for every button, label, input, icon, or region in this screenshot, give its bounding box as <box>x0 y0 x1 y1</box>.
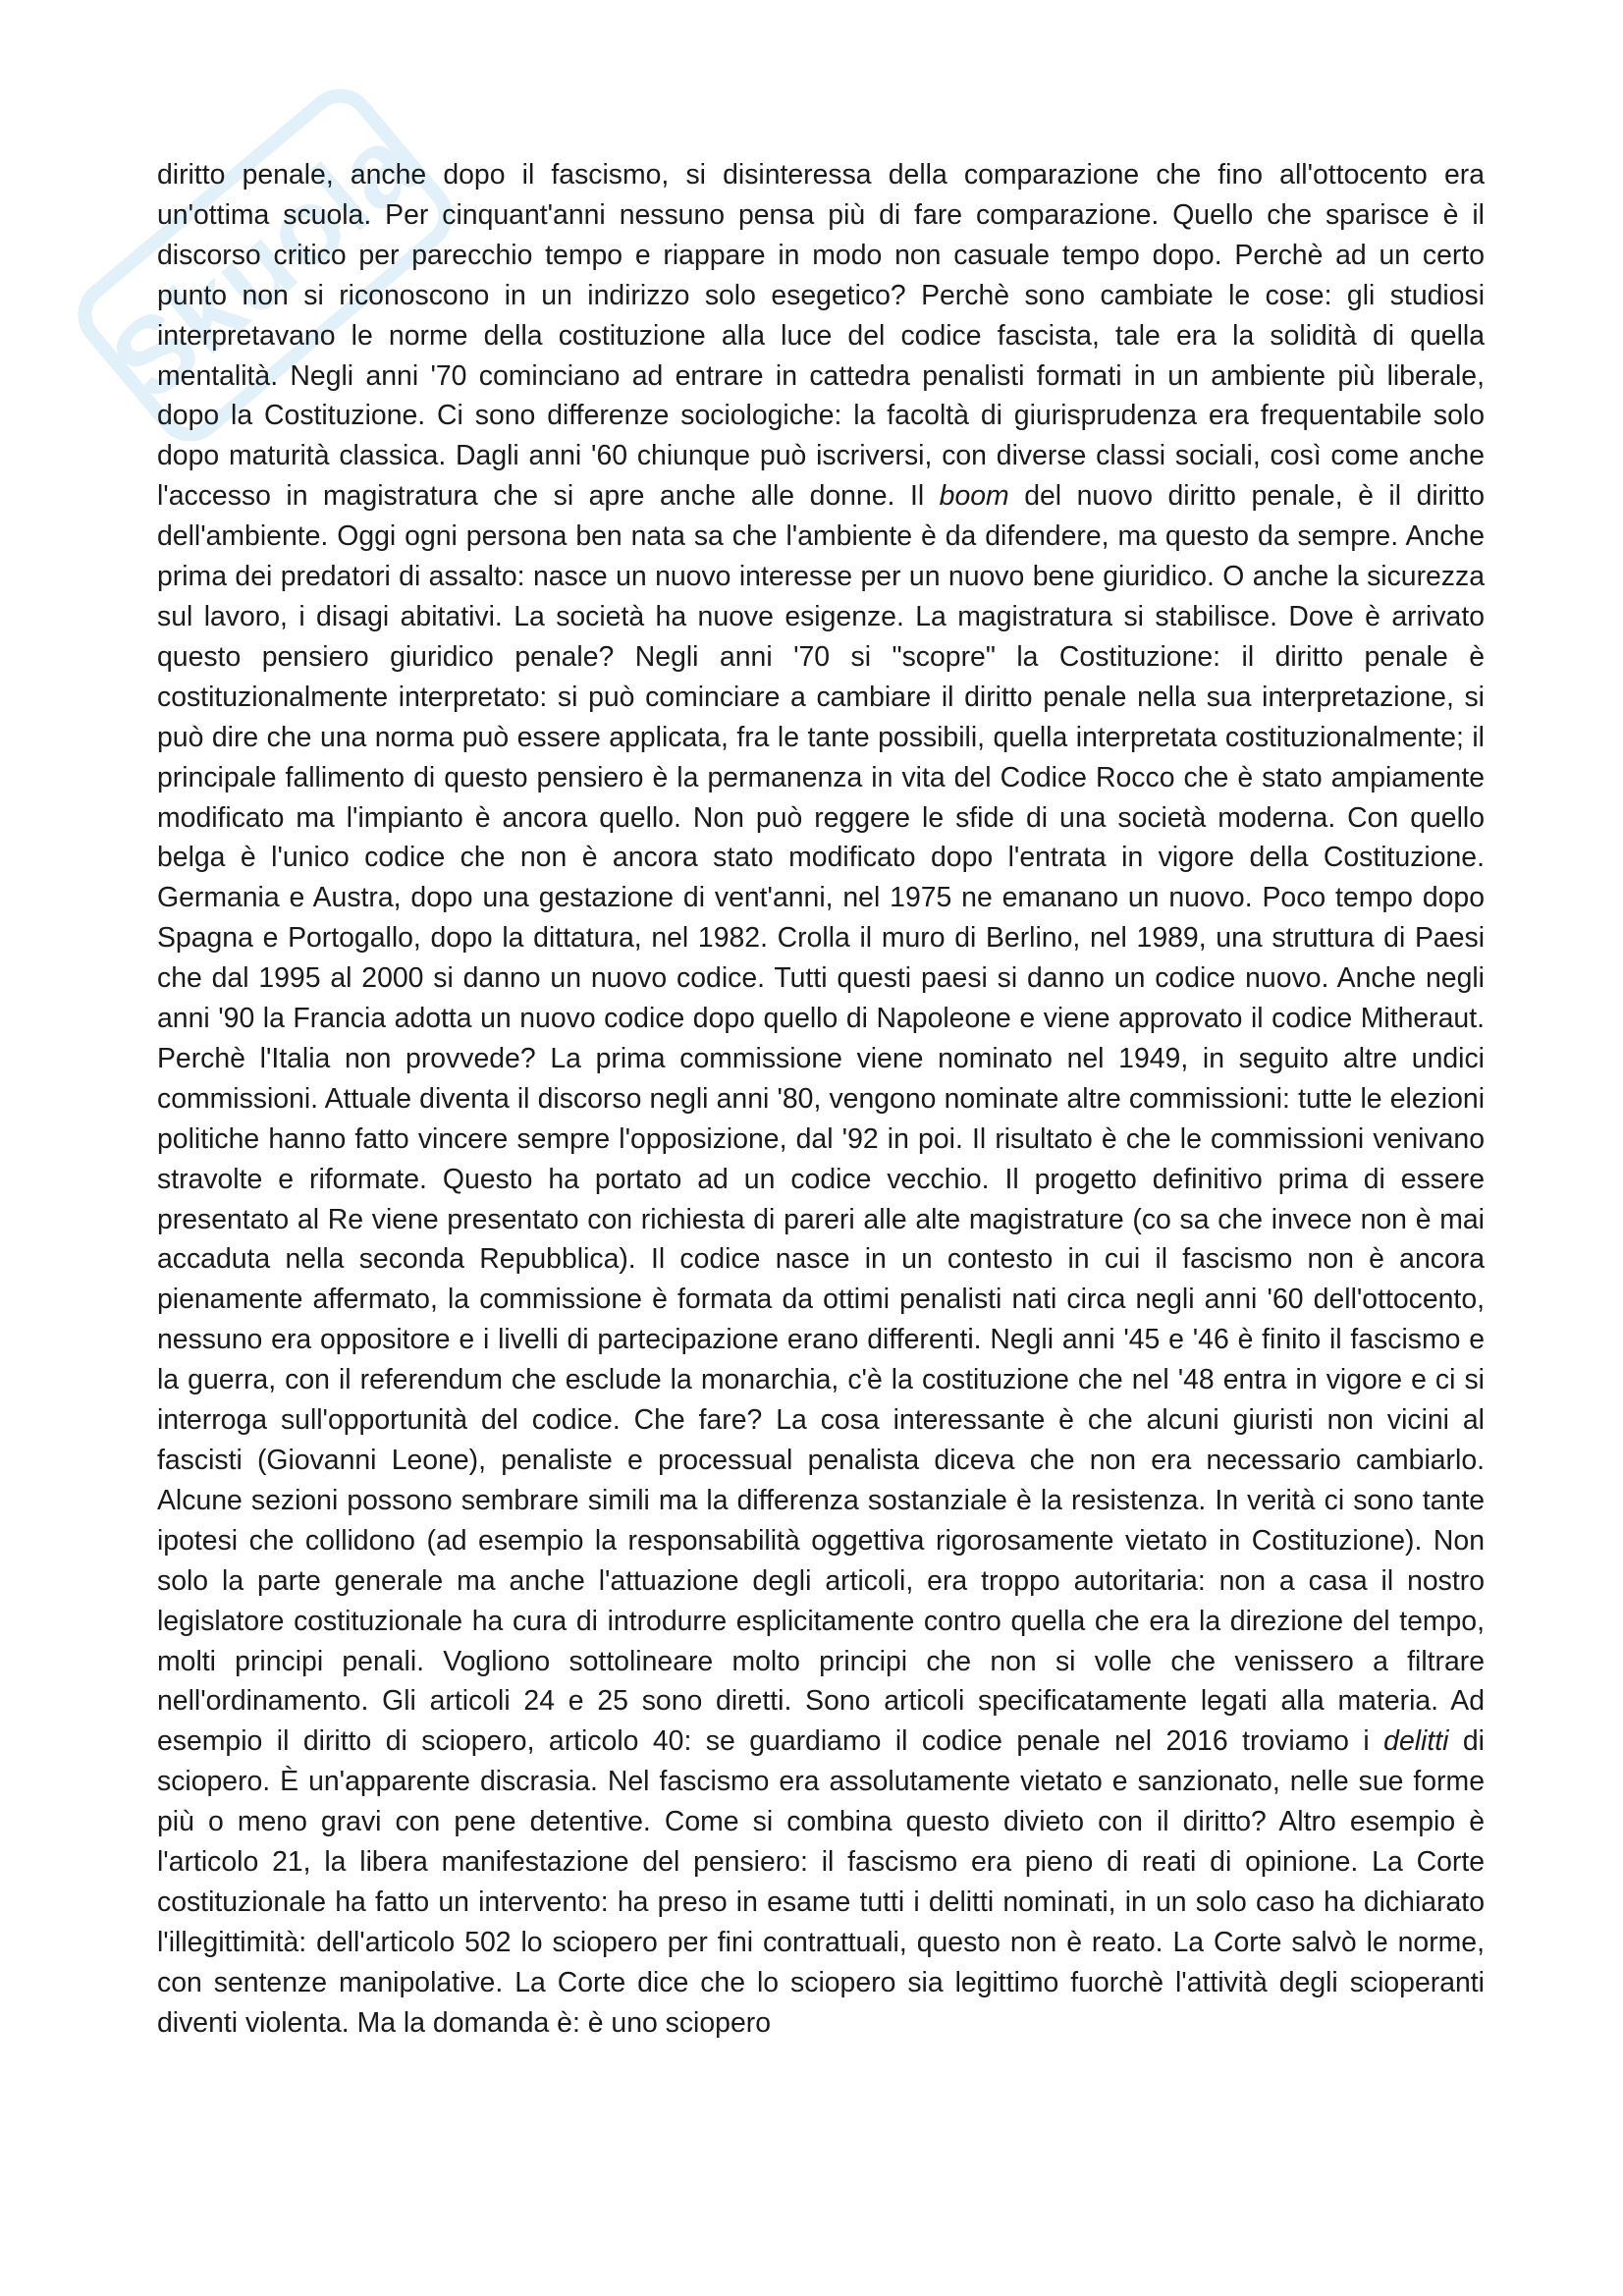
body-text-part-3: di sciopero. È un'apparente discrasia. Nel fascismo era assolutamente vietato e sanzionato, nelle sue forme più o meno gravi con pene detentive. Come si combina questo divieto con il diritto? Altro esempio è l'articolo 21, la libera manifestazione del pensiero: il fascismo era pieno di reati di opinione. La Corte costituzionale ha fatto un intervento: ha preso in esame tutti i delitti nominati, in un solo caso ha dichiarato l'illegittimità: dell'articolo 502 lo sciopero per fini contrattuali, questo non è reato. La Corte salvò le norme, con sentenze manipolative. La Corte dice che lo sciopero sia legittimo fuorchè l'attività degli scioperanti diventi violenta. Ma la domanda è: è uno sciopero <box>157 1725 1485 2039</box>
document-body <box>157 155 1485 2044</box>
body-paragraph <box>157 155 1485 2044</box>
body-text-part-1: diritto penale, anche dopo il fascismo, si disinteressa della comparazione che fino all'ottocento era un'ottima scuola. Per cinquant'anni nessuno pensa più di fare comparazione. Quello che sparisce è il discorso critico per parecchio tempo e riappare in modo non casuale tempo dopo. Perchè ad un certo punto non si riconoscono in un indirizzo solo esegetico? Perchè sono cambiate le cose: gli studiosi interpretavano le norme della costituzione alla luce del codice fascista, tale era la solidità di quella mentalità. Negli anni '70 cominciano ad entrare in cattedra penalisti formati in un ambiente più liberale, dopo la Costituzione. Ci sono differenze sociologiche: la facoltà di giurisprudenza era frequentabile solo dopo maturità classica. Dagli anni '60 chiunque può iscriversi, con diverse classi sociali, così come anche l'accesso in magistratura che si apre anche alle donne. Il <box>157 159 1485 513</box>
italic-term-delitti: delitti <box>1383 1725 1449 1758</box>
italic-term-boom: boom <box>939 480 1009 513</box>
body-text-part-2: del nuovo diritto penale, è il diritto dell'ambiente. Oggi ogni persona ben nata sa che l'ambiente è da difendere, ma questo da sempre. Anche prima dei predatori di assalto: nasce un nuovo interesse per un nuovo bene giuridico. O anche la sicurezza sul lavoro, i disagi abitativi. La società ha nuove esigenze. La magistratura si stabilisce. Dove è arrivato questo pensiero giuridico penale? Negli anni '70 si "scopre" la Costituzione: il diritto penale è costituzionalmente interpretato: si può cominciare a cambiare il diritto penale nella sua interpretazione, si può dire che una norma può essere applicata, fra le tante possibili, quella interpretata costituzionalmente; il principale fallimento di questo pensiero è la permanenza in vita del Codice Rocco che è stato ampiamente modificato ma l'impianto è ancora quello. Non può reggere le sfide di una società moderna. Con quello belga è l'unico codice che non è ancora stato modificato dopo l'entrata in vigore della Costituzione. Germania e Austra, dopo una gestazione di vent'anni, nel 1975 ne emanano un nuovo. Poco tempo dopo Spagna e Portogallo, dopo la dittatura, nel 1982. Crolla il muro di Berlino, nel 1989, una struttura di Paesi che dal 1995 al 2000 si danno un nuovo codice. Tutti questi paesi si danno un codice nuovo. Anche negli anni '90 la Francia adotta un nuovo codice dopo quello di Napoleone e viene approvato il codice Mitheraut. Perchè l'Italia non provvede? La prima commissione viene nominato nel 1949, in seguito altre undici commissioni. Attuale diventa il discorso negli anni '80, vengono nominate altre commissioni: tutte le elezioni politiche hanno fatto vincere sempre l'opposizione, dal '92 in poi. Il risultato è che le commissioni venivano stravolte e riformate. Questo ha portato ad un codice vecchio. Il progetto definitivo prima di essere presentato al Re viene presentato con richiesta di pareri alle alte magistrature (co sa che invece non è mai accaduta nella seconda Repubblica). Il codice nasce in un contesto in cui il fascismo non è ancora pienamente affermato, la commissione è formata da ottimi penalisti nati circa negli anni '60 dell'ottocento, nessuno era oppositore e i livelli di partecipazione erano differenti. Negli anni '45 e '46 è finito il fascismo e la guerra, con il referendum che esclude la monarchia, c'è la costituzione che nel '48 entra in vigore e ci si interroga sull'opportunità del codice. Che fare? La cosa interessante è che alcuni giuristi non vicini al fascisti (Giovanni Leone), penaliste e processual penalista diceva che non era necessario cambiarlo. Alcune sezioni possono sembrare simili ma la differenza sostanziale è la resistenza. In verità ci sono tante ipotesi che collidono (ad esempio la responsabilità oggettiva rigorosamente vietato in Costituzione). Non solo la parte generale ma anche l'attuazione degli articoli, era troppo autoritaria: non a casa il nostro legislatore costituzionale ha cura di introdurre esplicitamente contro quella che era la direzione del tempo, molti principi penali. Vogliono sottolineare molto principi che non si volle che venissero a filtrare nell'ordinamento. Gli articoli 24 e 25 sono diretti. Sono articoli specificatamente legati alla materia. Ad esempio il diritto di sciopero, articolo 40: se guardiamo il codice penale nel 2016 troviamo i <box>157 480 1485 1758</box>
watermark-text: Skuola <box>88 103 439 424</box>
